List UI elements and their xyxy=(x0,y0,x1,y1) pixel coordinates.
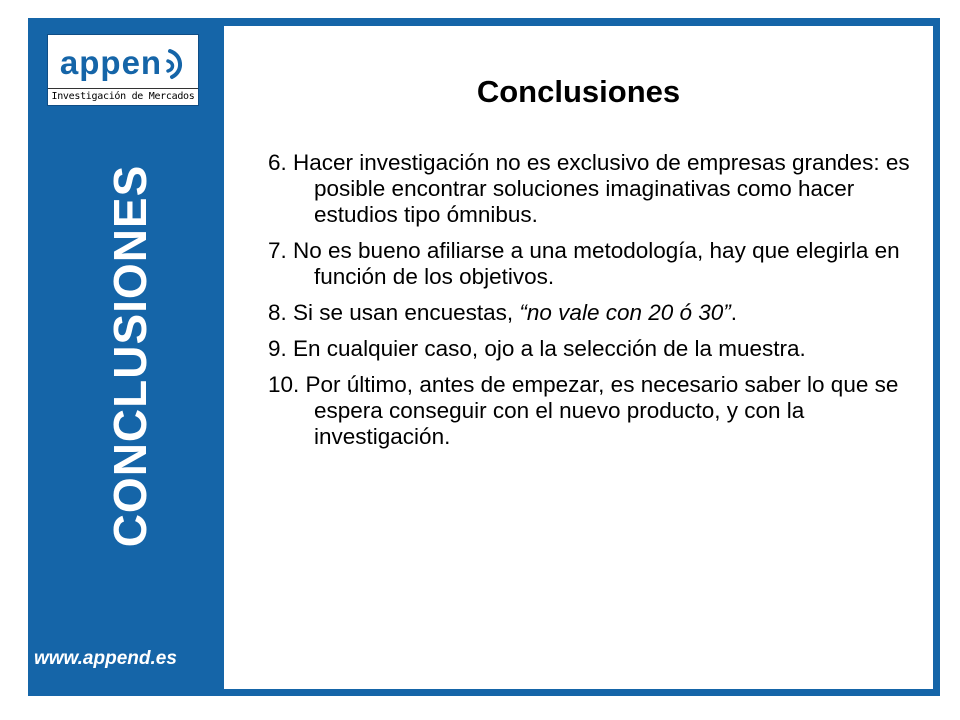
conclusions-list xyxy=(268,150,923,460)
logo-wordmark-row xyxy=(48,35,198,89)
append-logo xyxy=(47,34,199,106)
list-item-quote: “no vale con 20 ó 30” xyxy=(519,300,731,325)
list-item-text: 8. Si se usan encuestas, xyxy=(268,300,520,325)
list-item: 6. Hacer investigación no es exclusivo de empresas grandes: es posible encontrar soluciones imaginativas como hacer estudios tipo ómnibus. xyxy=(268,150,910,227)
logo-d-mark-icon xyxy=(164,47,186,81)
vertical-section-title: CONCLUSIONES xyxy=(104,164,156,548)
list-item: 10. Por último, antes de empezar, es necesario saber lo que se espera conseguir con el nuevo producto, y con la investigación. xyxy=(268,372,899,449)
website-url: www.append.es xyxy=(34,648,177,669)
logo-subtitle: Investigación de Mercados xyxy=(48,88,198,105)
logo-wordmark: appen xyxy=(59,43,163,81)
slide-title: Conclusiones xyxy=(476,74,681,109)
list-item: 9. En cualquier caso, ojo a la selección de la muestra. xyxy=(268,336,806,361)
list-item-suffix: . xyxy=(730,300,738,325)
list-item xyxy=(268,300,923,326)
list-item: 7. No es bueno afiliarse a una metodología, hay que elegirla en función de los objetivos. xyxy=(268,238,900,289)
